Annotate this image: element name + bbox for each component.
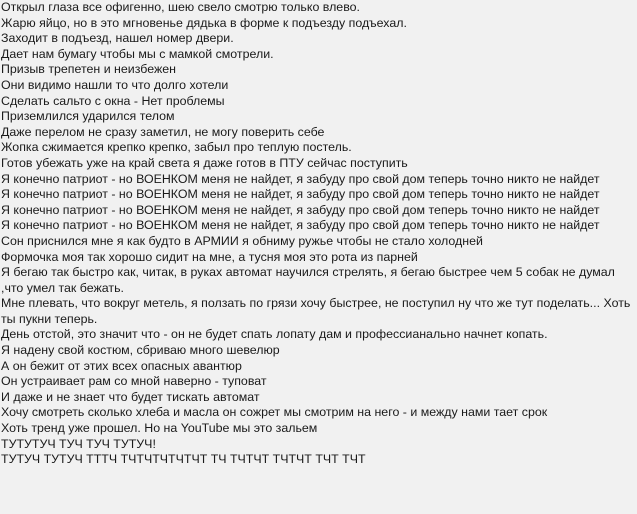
lyric-line: А он бежит от этих всех опасных авантюр: [1, 358, 242, 373]
lyric-line: Я надену свой костюм, сбриваю много шевелюр: [1, 343, 280, 358]
lyric-line-outro: ТУТУЧ ТУТУЧ ТТТЧ ТЧТЧТЧТЧТЧТ ТЧ ТЧТЧТ ТЧТЧТ ТЧТ ТЧТ: [1, 452, 366, 467]
lyric-line: Формочка моя так хорошо сидит на мне, а тусня моя это рота из парней: [1, 249, 418, 264]
lyric-line: Готов убежать уже на край света я даже готов в ПТУ сейчас поступить: [1, 155, 408, 170]
lyric-line: Они видимо нашли то что долго хотели: [1, 77, 229, 92]
lyric-line: Он устраивает рам со мной наверно - туповат: [1, 374, 267, 389]
lyrics-text-block: [1, 0, 635, 468]
lyric-line-chorus: Я конечно патриот - но ВОЕНКОМ меня не найдет, я забуду про свой дом теперь точно никто не найдет: [1, 202, 600, 217]
lyric-line: Даже перелом не сразу заметил, не могу поверить себе: [1, 124, 325, 139]
lyric-line: Заходит в подъезд, нашел номер двери.: [1, 31, 234, 46]
lyric-line-chorus: Я конечно патриот - но ВОЕНКОМ меня не найдет, я забуду про свой дом теперь точно никто не найдет: [1, 218, 600, 233]
lyric-line: Открыл глаза все офигенно, шею свело смотрю только влево.: [1, 0, 360, 14]
lyric-line: Мне плевать, что вокруг метель, я ползать по грязи хочу быстрее, не поступил ну что же тут поделать... Хоть ты пукни теперь.: [1, 296, 631, 326]
lyric-line: Сделать сальто с окна - Нет проблемы: [1, 93, 225, 108]
lyric-line-chorus: Я конечно патриот - но ВОЕНКОМ меня не найдет, я забуду про свой дом теперь точно никто не найдет: [1, 187, 600, 202]
lyric-line-outro: ТУТУТУЧ ТУЧ ТУЧ ТУТУЧ!: [1, 436, 156, 451]
lyric-line: Жарю яйцо, но в это мгновенье дядька в форме к подъезду подъехал.: [1, 15, 407, 30]
lyric-line: И даже и не знает что будет тискать автомат: [1, 389, 260, 404]
lyric-line: День отстой, это значит что - он не будет спать лопату дам и профессианально начнет копать.: [1, 327, 548, 342]
lyric-line: Дает нам бумагу чтобы мы с мамкой смотрели.: [1, 46, 274, 61]
lyric-line: Хочу смотреть сколько хлеба и масла он сожрет мы смотрим на него - и между нами тает срок: [1, 405, 548, 420]
lyric-line: Жопка сжимается крепко крепко, забыл про теплую постель.: [1, 140, 352, 155]
lyric-line: Я бегаю так быстро как, читак, в руках автомат научился стрелять, я бегаю быстрее чем 5 собак не думал ,что умел так бежать.: [1, 265, 615, 295]
lyric-line: Сон приснился мне я как будто в АРМИИ я обниму ружье чтобы не стало холодней: [1, 233, 483, 248]
lyric-line: Приземлился ударился телом: [1, 109, 175, 124]
lyric-line: Призыв трепетен и неизбежен: [1, 62, 176, 77]
lyric-line: Хоть тренд уже прошел. Но на YouTube мы это зальем: [1, 421, 318, 436]
lyric-line-chorus: Я конечно патриот - но ВОЕНКОМ меня не найдет, я забуду про свой дом теперь точно никто не найдет: [1, 171, 600, 186]
